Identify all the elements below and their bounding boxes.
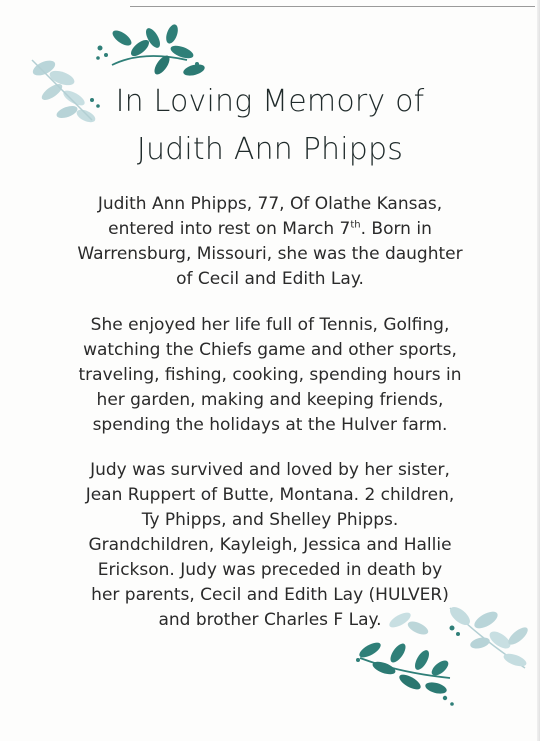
text-line [50,217,490,242]
text-line: Warrensburg, Missouri, she was the daughter [77,244,463,264]
text-line: Grandchildren, Kayleigh, Jessica and Hallie [88,535,452,555]
text-line: Jean Ruppert of Butte, Montana. 2 children, [85,485,455,505]
obituary-paragraph-life [50,313,490,438]
text-segment: entered into rest on March 7 [108,219,351,239]
obituary-paragraph-intro [50,192,490,292]
dark-leaves [357,640,451,696]
text-line: spending the holidays at the Hulver farm. [92,415,448,435]
top-edge-rule [130,6,535,7]
memorial-heading: In Loving Memory of [115,84,425,119]
text-line: Ty Phipps, and Shelley Phipps. [141,510,399,530]
text-line: Judith Ann Phipps, 77, Of Olathe Kansas, [97,194,443,214]
text-line: her parents, Cecil and Edith Lay (HULVER) [91,585,449,605]
text-line: She enjoyed her life full of Tennis, Golfing, [90,315,450,335]
text-line: and brother Charles F Lay. [158,610,382,630]
text-segment: . Born in [360,219,432,239]
obituary-paragraph-family [50,458,490,633]
deceased-name: Judith Ann Phipps [136,132,404,167]
text-line: of Cecil and Edith Lay. [176,269,364,289]
text-line: Erickson. Judy was preceded in death by [97,560,443,580]
ordinal-suffix: th [350,219,361,231]
text-line: her garden, making and keeping friends, [96,390,444,410]
text-line: Judy was survived and loved by her sister, [90,460,450,480]
text-line: traveling, fishing, cooking, spending hours in [78,365,462,385]
text-line: watching the Chiefs game and other sports, [83,340,457,360]
dark-leaves [110,23,206,78]
